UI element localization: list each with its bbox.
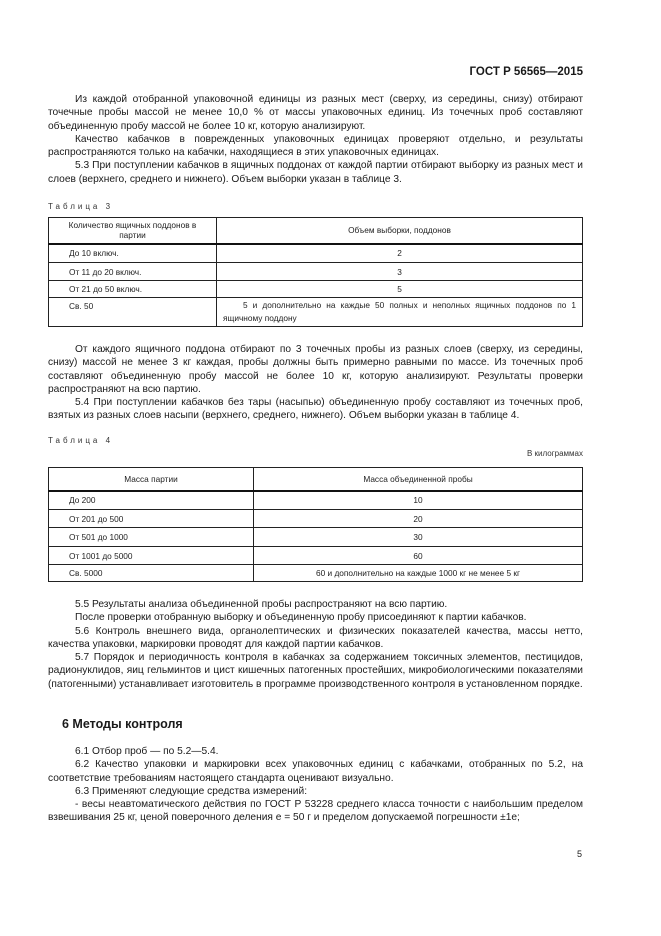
table-row xyxy=(49,565,583,582)
paragraph: Из каждой отобранной упаковочной единицы из разных мест (сверху, из середины, снизу) отбирают точечные пробы массой не менее 10,0 % от массы упаковочных единиц. Из точечных проб составляют объединенную пробу массой не более 10 кг, которую анализируют. xyxy=(48,94,583,132)
table-cell: До 200 xyxy=(49,491,254,510)
table-cell: От 501 до 1000 xyxy=(49,528,254,547)
section-heading: 6 Методы контроля xyxy=(62,717,183,731)
table-header: Объем выборки, поддонов xyxy=(217,218,583,244)
document-code: ГОСТ Р 56565—2015 xyxy=(469,66,583,78)
paragraph: 5.4 При поступлении кабачков без тары (насыпью) объединенную пробу составляют из точечных проб, взятых из разных слоев насыпи (верхнего, среднего, нижнего). Объем выборки указан в таблице 4. xyxy=(48,397,583,422)
paragraph: 6.3 Применяют следующие средства измерений: xyxy=(75,785,308,797)
table-cell: 5 и дополнительно на каждые 50 полных и неполных ящичных поддонов по 1 ящичному поддону xyxy=(217,298,583,327)
table-cell: От 11 до 20 включ. xyxy=(49,263,217,281)
table-row xyxy=(49,510,583,528)
table-row xyxy=(49,263,583,281)
table-row xyxy=(49,244,583,263)
table-header: Масса партии xyxy=(49,468,254,491)
table-cell: 2 xyxy=(217,244,583,263)
table-row xyxy=(49,547,583,565)
table-cell: 5 xyxy=(217,281,583,298)
page-number: 5 xyxy=(577,849,583,859)
table-header: Количество ящичных поддонов в партии xyxy=(49,218,217,244)
table-row xyxy=(49,298,583,327)
table-row xyxy=(49,491,583,510)
paragraph: 6.2 Качество упаковки и маркировки всех упаковочных единиц с кабачками, отобранных по 5.2, на соответствие требованиям настоящего стандарта оценивают визуально. xyxy=(48,759,583,784)
paragraph: 6.1 Отбор проб — по 5.2—5.4. xyxy=(75,746,219,757)
table-cell: Св. 5000 xyxy=(49,565,254,582)
text-block-5-2 xyxy=(48,93,583,186)
table-4 xyxy=(48,467,583,582)
table-cell: 3 xyxy=(217,263,583,281)
paragraph: 5.7 Порядок и периодичность контроля в кабачках за содержанием токсичных элементов, пестицидов, радионуклидов, яиц гельминтов и цист кишечных патогенных простейших, микробиологическими показателями (патогенными) устанавливает изготовитель в программе производственного контроля в установленном порядке. xyxy=(48,652,583,690)
text-block-section-6 xyxy=(48,745,583,825)
text-block-5-4 xyxy=(48,343,583,423)
table-row xyxy=(49,528,583,547)
table-cell: 60 xyxy=(254,547,583,565)
table-cell: От 201 до 500 xyxy=(49,510,254,528)
table-cell: Св. 50 xyxy=(49,298,217,327)
paragraph: - весы неавтоматического действия по ГОСТ Р 53228 среднего класса точности с наибольшим пределом взвешивания 25 кг, ценой поверочного деления е = 50 г и пределом допускаемой погрешности ±1е; xyxy=(48,799,583,824)
paragraph: 5.6 Контроль внешнего вида, органолептических и физических показателей качества, массы нетто, качества упаковки, маркировки проводят для каждой партии кабачков. xyxy=(48,625,583,650)
table4-unit: В килограммах xyxy=(527,449,583,458)
paragraph: От каждого ящичного поддона отбирают по 3 точечных пробы из разных слоев (сверху, из середины, снизу) массой не менее 3 кг каждая, пробы должны быть примерно равными по массе. Из точечных проб составляют объединенную пробу массой не более 10 кг, которую анализируют. Результаты проверки распространяют на всю партию. xyxy=(48,344,583,395)
table-cell: 20 xyxy=(254,510,583,528)
table4-caption: Таблица 4 xyxy=(48,436,114,445)
paragraph: 5.3 При поступлении кабачков в ящичных поддонах от каждой партии отбирают выборку из разных мест и слоев (верхнего, среднего и нижнего). Объем выборки указан в таблице 3. xyxy=(48,160,583,185)
paragraph: Качество кабачков в поврежденных упаковочных единицах проверяют отдельно, и результаты распространяются только на кабачки, находящиеся в этих упаковочных единицах. xyxy=(48,133,583,159)
paragraph: После проверки отобранную выборку и объединенную пробу присоединяют к партии кабачков. xyxy=(75,612,527,624)
text-block-5-5 xyxy=(48,598,583,691)
table3-caption: Таблица 3 xyxy=(48,202,114,211)
table-cell: 30 xyxy=(254,528,583,547)
table-header: Масса объединенной пробы xyxy=(254,468,583,491)
table-3 xyxy=(48,217,583,327)
table-cell: 60 и дополнительно на каждые 1000 кг не менее 5 кг xyxy=(254,565,583,582)
table-cell: 10 xyxy=(254,491,583,510)
paragraph: 5.5 Результаты анализа объединенной пробы распространяют на всю партию. xyxy=(75,599,448,610)
table-row xyxy=(49,281,583,298)
table-cell: До 10 включ. xyxy=(49,244,217,263)
table-cell: От 21 до 50 включ. xyxy=(49,281,217,298)
table-cell: От 1001 до 5000 xyxy=(49,547,254,565)
